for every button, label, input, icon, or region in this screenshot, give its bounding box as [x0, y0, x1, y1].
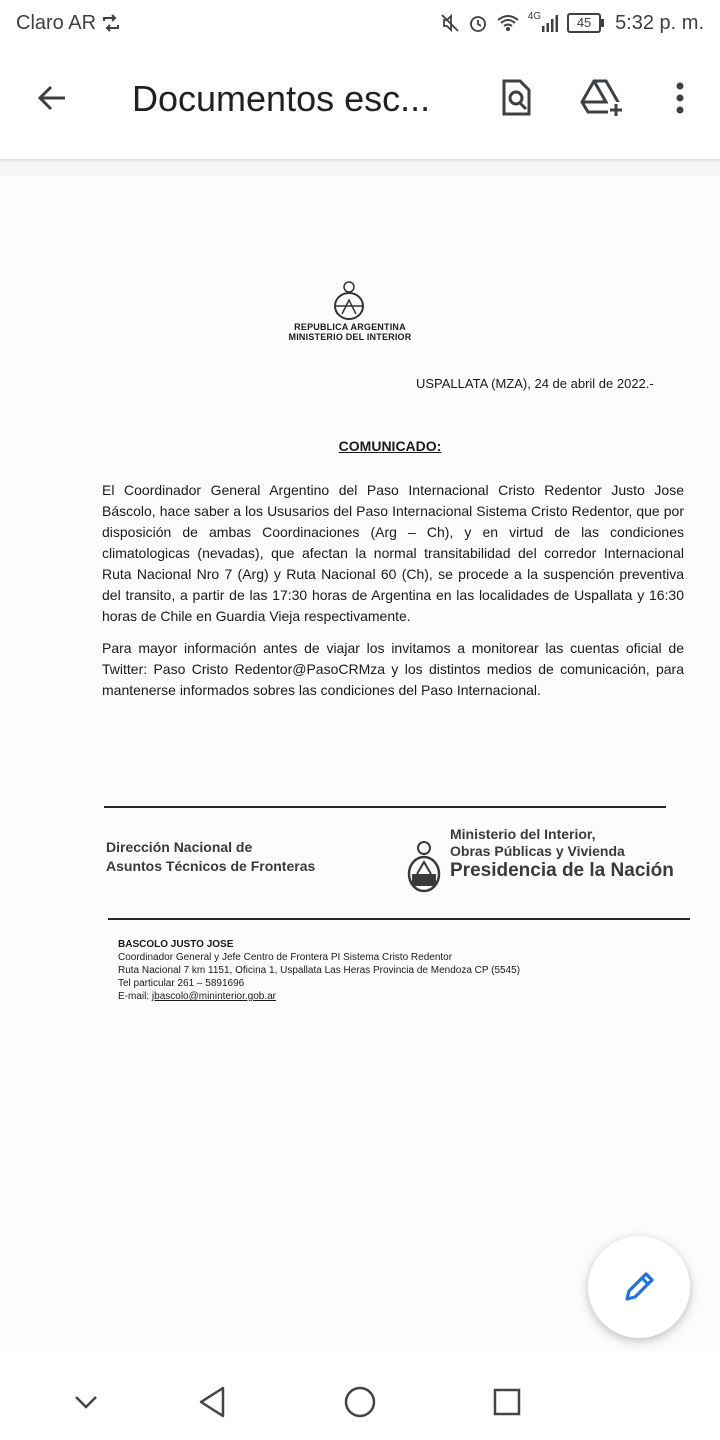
- save-to-drive-button[interactable]: [580, 76, 624, 120]
- body-paragraph-2: Para mayor información antes de viajar los invitamos a monitorear las cuentas oficial de Twitter: Paso Cristo Redentor@PasoCRMza y los distintos medios de comunicación, para mantenerse informados sobres las condiciones del Paso Internacional.: [102, 640, 684, 698]
- divider-line: [108, 918, 690, 920]
- circle-home-icon: [343, 1385, 377, 1419]
- pencil-icon: [619, 1267, 659, 1307]
- system-navigation-bar: [0, 1360, 720, 1440]
- signature-block: [118, 938, 520, 1003]
- national-emblem-icon: [406, 840, 442, 894]
- footer-directorate: [106, 838, 315, 876]
- document-viewer[interactable]: [0, 162, 720, 1352]
- signer-role: Coordinador General y Jefe Centro de Frontera PI Sistema Cristo Redentor: [118, 952, 453, 963]
- edit-button[interactable]: [588, 1236, 690, 1338]
- arrow-back-icon: [35, 81, 69, 115]
- document-title: Documentos esc...: [132, 78, 431, 119]
- divider-line: [104, 806, 666, 808]
- argentina-coat-of-arms-icon: [330, 280, 368, 320]
- status-right: [440, 12, 704, 35]
- app-bar: [0, 46, 720, 160]
- signal-icon: [527, 10, 559, 32]
- footer-right-line-3: Presidencia de la Nación: [450, 860, 674, 881]
- nav-back-button[interactable]: [192, 1382, 232, 1422]
- signer-address: Ruta Nacional 7 km 1151, Oficina 1, Uspallata Las Heras Provincia de Mendoza CP (5545): [118, 965, 521, 976]
- org-line-2: MINISTERIO DEL INTERIOR: [288, 332, 412, 342]
- nav-collapse-button[interactable]: [66, 1382, 106, 1422]
- signer-email-row: [118, 990, 520, 1003]
- mute-icon: [440, 13, 460, 33]
- footer-left-line-2: Asuntos Técnicos de Fronteras: [106, 858, 316, 874]
- drive-add-icon: [580, 78, 624, 118]
- chevron-down-icon: [73, 1394, 99, 1410]
- signer-name: BASCOLO JUSTO JOSE: [118, 939, 234, 950]
- wifi-icon: [496, 13, 520, 33]
- back-button[interactable]: [32, 78, 72, 118]
- carrier-label: Claro AR: [16, 11, 97, 34]
- org-line-1: REPUBLICA ARGENTINA: [294, 322, 406, 332]
- email-label: E-mail:: [118, 991, 150, 1002]
- footer-ministry: [450, 826, 674, 879]
- footer-right-line-2: Obras Públicas y Vivienda: [450, 843, 625, 859]
- footer-right-line-1: Ministerio del Interior,: [450, 826, 596, 842]
- sync-icon: [100, 13, 122, 33]
- alarm-icon: [468, 13, 488, 33]
- more-vert-icon: [674, 81, 686, 115]
- document-heading: COMUNICADO:: [338, 438, 442, 454]
- status-left: [16, 12, 122, 35]
- nav-home-button[interactable]: [340, 1382, 380, 1422]
- triangle-back-icon: [197, 1385, 227, 1419]
- status-bar: [0, 0, 720, 46]
- more-options-button[interactable]: [658, 76, 702, 120]
- document-dateline: USPALLATA (MZA), 24 de abril de 2022.-: [416, 376, 654, 391]
- battery-icon: 45: [567, 13, 601, 33]
- find-in-document-button[interactable]: [494, 76, 538, 120]
- document-page: [0, 176, 720, 1352]
- clock: 5:32 p. m.: [615, 11, 704, 34]
- footer-left-line-1: Dirección Nacional de: [106, 839, 253, 855]
- find-in-page-icon: [498, 78, 534, 118]
- issuing-organization: [250, 322, 450, 342]
- square-recents-icon: [492, 1387, 522, 1417]
- signer-email: jbascolo@mininterior.gob.ar: [151, 991, 277, 1002]
- signer-phone: Tel particular 261 – 5891696: [118, 978, 245, 989]
- nav-recents-button[interactable]: [487, 1382, 527, 1422]
- network-type-label: 4G: [527, 10, 542, 22]
- body-paragraph-1: El Coordinador General Argentino del Paso Internacional Cristo Redentor Justo Jose Báscolo, hace saber a los Ususarios del Paso Internacional Sistema Cristo Redentor, que por disposición de ambas Coordinaciones (Arg – Ch), y en virtud de las condiciones climatologicas (nevadas), que afectan la normal transitabilidad del corredor Internacional Ruta Nacional Nro 7 (Arg) y Ruta Nacional 60 (Ch), se procede a la suspención preventiva del transito, a partir de las 17:30 horas de Argentina en las localidades de Uspallata y 16:30 horas de Chile en Guardia Vieja respectivamente.: [102, 482, 684, 624]
